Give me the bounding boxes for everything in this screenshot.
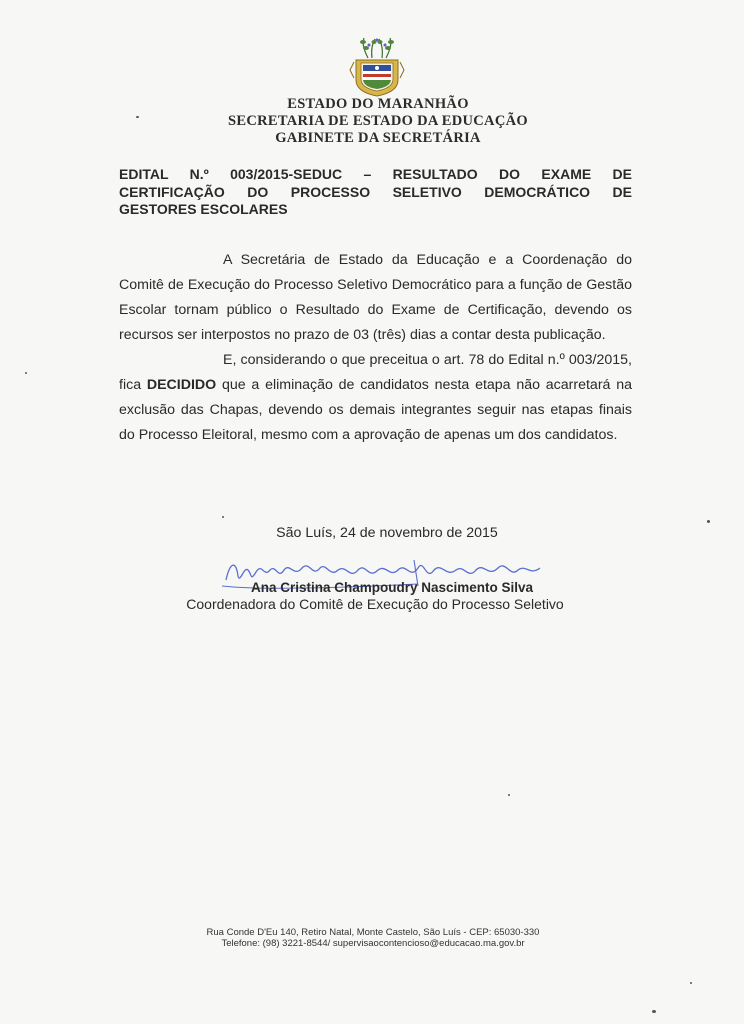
- scan-speck: [690, 982, 692, 984]
- body-paragraph-1: A Secretária de Estado da Educação e a Coordenação do Comitê de Execução do Processo Seletivo Democrático para a função de Gestão Escolar tornam público o Resultado do Exame de Certificação, devendo os recursos ser interpostos no prazo de 03 (três) dias a contar desta publicação.: [119, 252, 632, 343]
- scan-speck: [136, 116, 139, 118]
- edital-title-line2: CERTIFICAÇÃO DO PROCESSO SELETIVO DEMOCRÁTICO DE: [119, 183, 632, 200]
- document-body: [119, 248, 632, 448]
- scan-speck: [25, 372, 27, 374]
- paragraph-2-rest: que a eliminação de candidatos nesta etapa não acarretará na exclusão das Chapas, devendo os demais integrantes seguir nas etapas finais do Processo Eleitoral, mesmo com a aprovação de apenas um dos candidatos.: [119, 377, 632, 443]
- decided-keyword: DECIDIDO: [146, 377, 217, 393]
- body-paragraph-2: [119, 348, 632, 448]
- scan-speck: [652, 1010, 656, 1013]
- place-and-date: São Luís, 24 de novembro de 2015: [276, 525, 498, 541]
- scan-speck: [508, 794, 510, 796]
- footer-address: Rua Conde D'Eu 140, Retiro Natal, Monte Castelo, São Luís - CEP: 65030-330: [206, 927, 540, 938]
- letterhead-cabinet: GABINETE DA SECRETÁRIA: [275, 130, 481, 146]
- scan-speck: [222, 516, 224, 518]
- signer-name: Ana Cristina Champoudry Nascimento Silva: [250, 580, 534, 595]
- footer-contact: Telefone: (98) 3221-8544/ supervisaocontencioso@educacao.ma.gov.br: [221, 938, 525, 949]
- edital-title: [119, 166, 632, 219]
- signer-role: Coordenadora do Comitê de Execução do Processo Seletivo: [186, 596, 564, 612]
- document-footer: [0, 927, 744, 949]
- edital-title-line3: GESTORES ESCOLARES: [119, 201, 288, 217]
- scan-speck: [707, 520, 710, 523]
- edital-title-line1: EDITAL N.º 003/2015-SEDUC – RESULTADO DO EXAME DE: [119, 166, 632, 182]
- document-letterhead: [0, 96, 744, 147]
- letterhead-state: ESTADO DO MARANHÃO: [287, 96, 469, 112]
- paragraph-2-intro: E, considerando o que preceitua o art. 78 do Edital n.º 003/2015, fica: [119, 352, 632, 393]
- letterhead-secretariat: SECRETARIA DE ESTADO DA EDUCAÇÃO: [228, 113, 528, 129]
- state-coat-of-arms-icon: [348, 36, 406, 98]
